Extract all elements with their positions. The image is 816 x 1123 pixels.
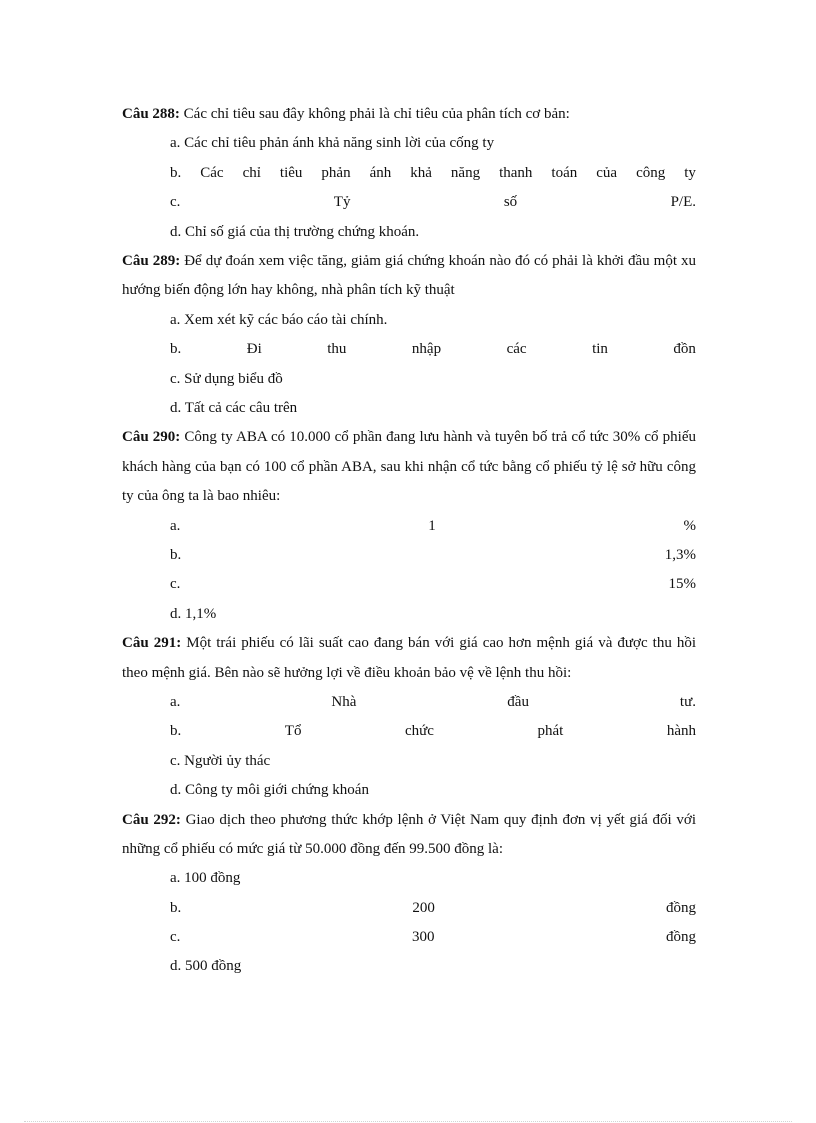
page-bottom-divider bbox=[24, 1121, 792, 1122]
word: thanh bbox=[499, 164, 533, 181]
word: a. bbox=[170, 693, 181, 710]
word: hành bbox=[666, 723, 696, 740]
word: đồng bbox=[666, 899, 696, 916]
word: năng bbox=[450, 164, 481, 181]
word: đồng bbox=[665, 929, 696, 946]
word: b. bbox=[170, 546, 182, 563]
option-c bbox=[170, 188, 696, 217]
question-289 bbox=[122, 247, 696, 306]
question-label: Câu 289: bbox=[122, 252, 181, 269]
option-a: a. Xem xét kỹ các báo cáo tài chính. bbox=[170, 311, 388, 328]
word: tin bbox=[592, 341, 608, 358]
word: a. bbox=[170, 517, 181, 534]
question-label: Câu 288: bbox=[122, 106, 180, 122]
word: Tổ bbox=[284, 723, 302, 740]
word: 200 bbox=[412, 899, 435, 916]
word: nhập bbox=[411, 341, 442, 358]
question-text: Một trái phiếu có lãi suất cao đang bán với giá cao hơn mệnh giá và được thu hồi theo mệnh giá. Bên nào sẽ hưởng lợi về điều khoản bảo vệ về lệnh thu hồi: bbox=[122, 635, 697, 681]
word: P/E. bbox=[670, 194, 696, 211]
word: b. bbox=[170, 723, 182, 740]
word: tư. bbox=[679, 693, 696, 710]
word: 15% bbox=[668, 576, 696, 593]
question-text: Công ty ABA có 10.000 cổ phần đang lưu hành và tuyên bố trả cổ tức 30% cổ phiếu khách hàng của bạn có 100 cổ phần ABA, sau khi nhận cổ tức bằng cổ phiếu tỷ lệ sở hữu công ty của ông ta là bao nhiêu: bbox=[122, 429, 697, 505]
question-text: Các chỉ tiêu sau đây không phải là chỉ tiêu của phân tích cơ bản: bbox=[183, 106, 570, 122]
word: khả bbox=[410, 164, 432, 181]
word: của bbox=[596, 164, 618, 181]
option-b bbox=[170, 894, 696, 923]
word: Nhà bbox=[331, 693, 357, 710]
option-b bbox=[170, 159, 696, 188]
word: số bbox=[503, 194, 518, 211]
word: các bbox=[506, 341, 527, 358]
word: b. bbox=[170, 164, 182, 181]
word: phát bbox=[537, 723, 564, 740]
option-d: d. Chỉ số giá của thị trường chứng khoán. bbox=[170, 223, 420, 240]
word: chỉ bbox=[242, 164, 261, 181]
word: công bbox=[636, 164, 666, 181]
option-b bbox=[170, 541, 696, 570]
option-a: a. 100 đồng bbox=[170, 870, 241, 887]
option-d: d. 1,1% bbox=[170, 605, 217, 622]
word: 1 bbox=[428, 517, 436, 534]
word: Tỷ bbox=[333, 194, 351, 211]
word: % bbox=[683, 517, 696, 534]
option-a bbox=[170, 512, 696, 541]
option-b bbox=[170, 717, 696, 746]
option-b bbox=[170, 335, 696, 364]
option-c bbox=[170, 570, 696, 599]
option-c: c. Người ủy thác bbox=[170, 752, 271, 769]
question-290 bbox=[122, 423, 696, 511]
option-a: a. Các chỉ tiêu phản ánh khả năng sinh lời của cống ty bbox=[170, 135, 495, 152]
word: đồn bbox=[673, 341, 696, 358]
word: 1,3% bbox=[664, 546, 696, 563]
option-d: d. Tất cả các câu trên bbox=[170, 399, 298, 416]
word: ánh bbox=[369, 164, 392, 181]
question-list bbox=[122, 100, 696, 982]
option-d: d. 500 đồng bbox=[170, 958, 242, 975]
option-c: c. Sử dụng biểu đồ bbox=[170, 370, 283, 387]
question-label: Câu 292: bbox=[122, 811, 181, 828]
question-292 bbox=[122, 806, 696, 865]
question-text: Giao dịch theo phương thức khớp lệnh ở Việt Nam quy định đơn vị yết giá đối với những cổ phiếu có mức giá từ 50.000 đồng đến 99.500 đồng là: bbox=[122, 811, 696, 857]
option-c bbox=[170, 923, 696, 952]
question-291 bbox=[122, 629, 696, 688]
word: b. bbox=[170, 899, 182, 916]
word: Đi bbox=[246, 341, 262, 358]
word: thu bbox=[327, 341, 347, 358]
word: ty bbox=[684, 164, 696, 181]
word: b. bbox=[170, 341, 182, 358]
word: phản bbox=[321, 164, 351, 181]
word: c. bbox=[170, 194, 181, 211]
question-label: Câu 290: bbox=[122, 429, 181, 446]
word: chức bbox=[404, 723, 434, 740]
word: c. bbox=[170, 576, 181, 593]
word: toán bbox=[551, 164, 578, 181]
word: tiêu bbox=[279, 164, 303, 181]
word: 300 bbox=[411, 929, 435, 946]
word: đầu bbox=[507, 693, 529, 710]
question-text: Để dự đoán xem việc tăng, giảm giá chứng khoán nào đó có phải là khởi đầu một xu hướng biến động lớn hay không, nhà phân tích kỹ thuật bbox=[122, 252, 697, 299]
option-a bbox=[170, 688, 696, 717]
question-label: Câu 291: bbox=[122, 635, 182, 652]
word: Các bbox=[200, 164, 224, 181]
option-d: d. Công ty môi giới chứng khoán bbox=[170, 782, 369, 799]
word: c. bbox=[170, 929, 181, 946]
question-288 bbox=[122, 100, 696, 129]
